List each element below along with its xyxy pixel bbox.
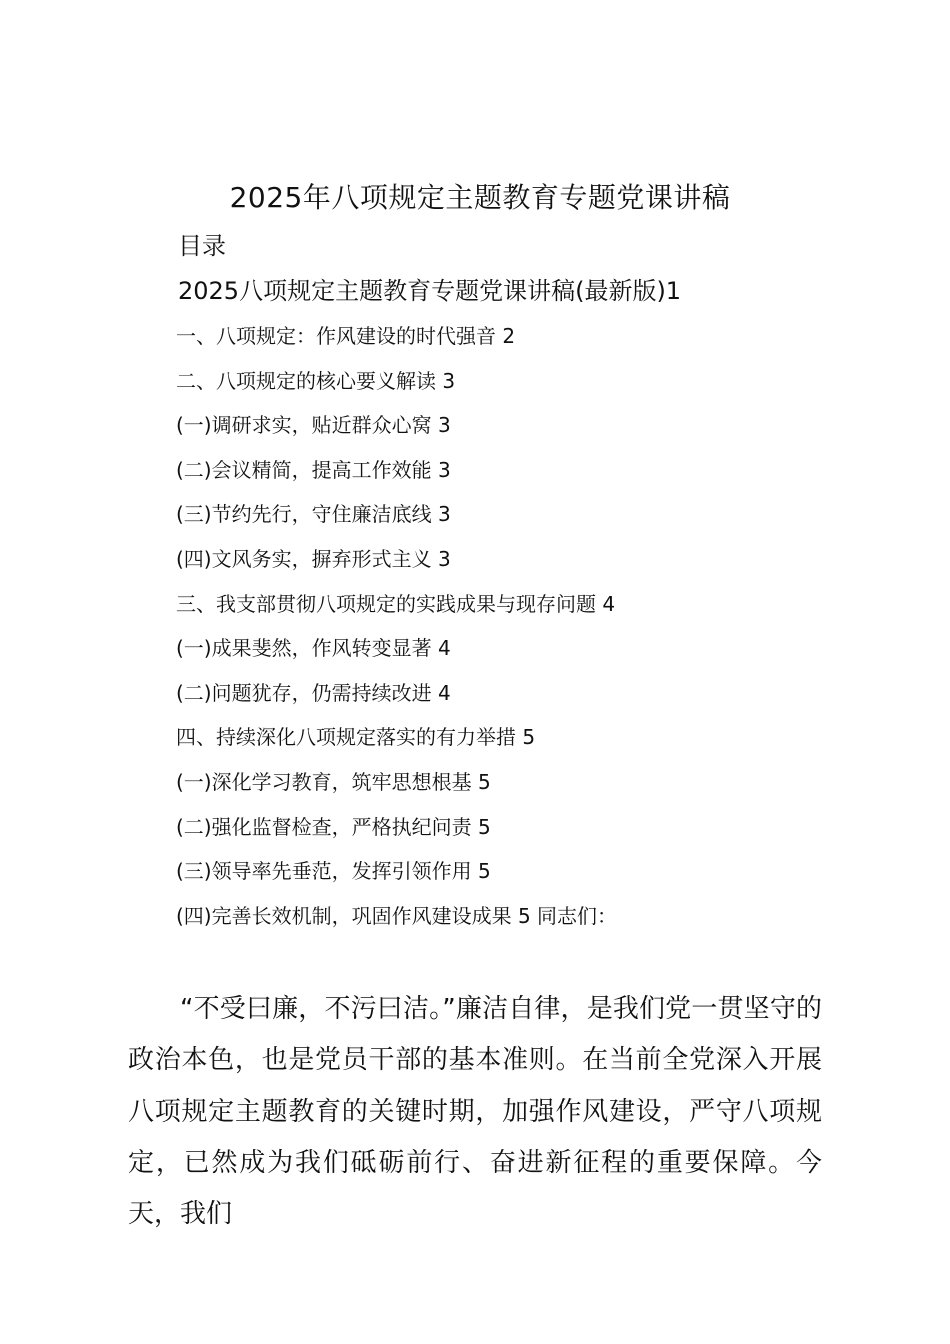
body-paragraph: “不受曰廉，不污曰洁。”廉洁自律，是我们党一贯坚守的政治本色，也是党员干部的基本准则。在当前全党深入开展八项规定主题教育的关键时期，加强作风建设，严守八项规定，已然成为我们砥砺前行、奋进新征程的重要保障。今天，我们 — [128, 994, 822, 1230]
table-of-contents — [176, 318, 617, 942]
toc-item: 二、八项规定的核心要义解读 3 — [176, 368, 456, 393]
toc-item: (三)节约先行，守住廉洁底线 3 — [176, 502, 451, 527]
toc-item: (二)强化监督检查，严格执纪问责 5 — [176, 814, 491, 839]
toc-main-entry: 2025八项规定主题教育专题党课讲稿(最新版)1 — [178, 277, 682, 305]
toc-item: (一)调研求实，贴近群众心窝 3 — [176, 413, 451, 438]
toc-item: 三、我支部贯彻八项规定的实践成果与现存问题 4 — [176, 591, 616, 616]
toc-item: (四)完善长效机制，巩固作风建设成果 5 同志们： — [176, 903, 618, 928]
toc-item: (一)成果斐然，作风转变显著 4 — [176, 636, 451, 661]
toc-item: (二)问题犹存，仍需持续改进 4 — [176, 680, 451, 705]
toc-item: (二)会议精简，提高工作效能 3 — [176, 457, 451, 482]
toc-item: (一)深化学习教育，筑牢思想根基 5 — [176, 769, 491, 794]
toc-item: 四、持续深化八项规定落实的有力举措 5 — [176, 725, 536, 750]
toc-heading: 目录 — [178, 232, 226, 260]
document-title: 2025年八项规定主题教育专题党课讲稿 — [229, 181, 731, 214]
toc-item: (三)领导率先垂范，发挥引领作用 5 — [176, 859, 491, 884]
toc-item: (四)文风务实，摒弃形式主义 3 — [176, 546, 451, 571]
toc-item: 一、八项规定：作风建设的时代强音 2 — [176, 324, 516, 348]
